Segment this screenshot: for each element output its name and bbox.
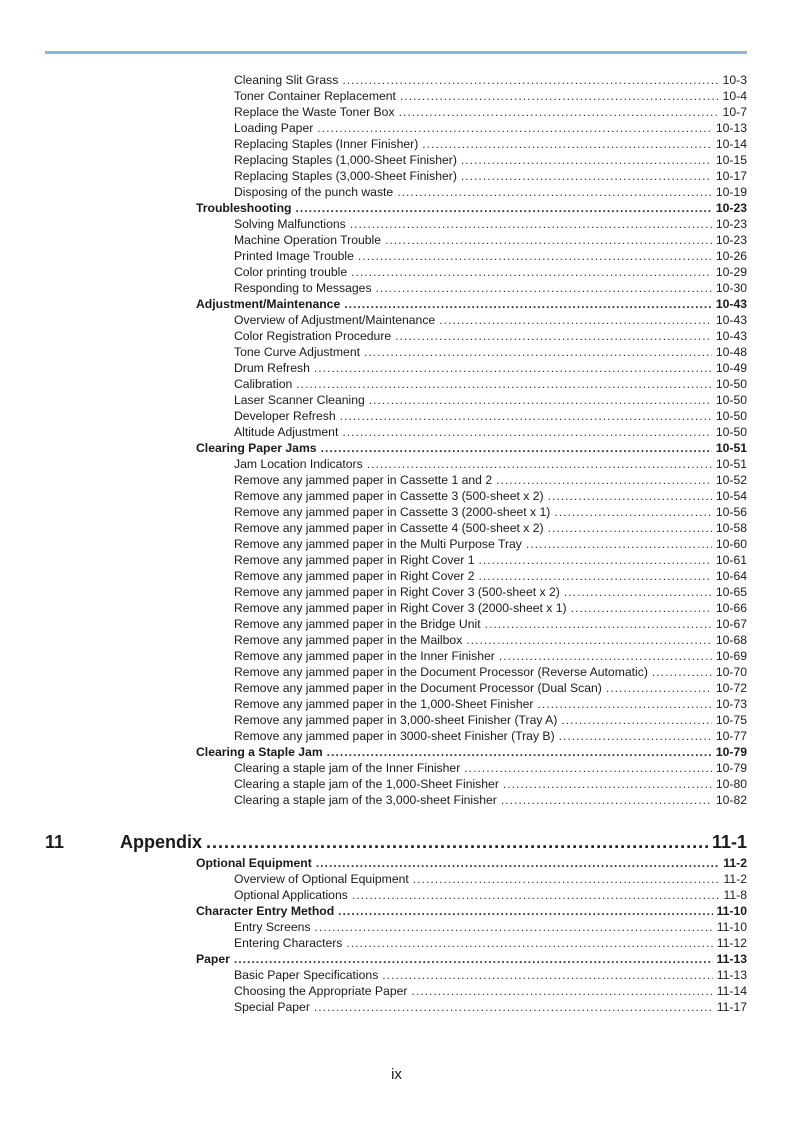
toc-entry-page: 10-69 [715, 649, 747, 663]
toc-entry[interactable] [196, 696, 747, 712]
toc-entry-label: Choosing the Appropriate Paper [234, 984, 408, 998]
toc-entry-label: Cleaning Slit Grass [234, 73, 339, 87]
toc-entry-page: 10-30 [715, 281, 747, 295]
toc-entry-label: Entry Screens [234, 920, 311, 934]
dot-leader [537, 696, 711, 712]
toc-entry[interactable] [196, 360, 747, 376]
toc-entry[interactable] [196, 264, 747, 280]
toc-entry-label: Paper [196, 952, 230, 966]
toc-entry[interactable] [196, 136, 747, 152]
toc-section-entry[interactable] [196, 296, 747, 312]
dot-leader [295, 200, 711, 216]
toc-entry-label: Clearing a staple jam of the Inner Finisher [234, 761, 461, 775]
toc-entry-label: Special Paper [234, 1000, 310, 1014]
dot-leader [478, 552, 711, 568]
header-rule [45, 51, 747, 54]
dot-leader [342, 72, 718, 88]
toc-section-entry[interactable] [196, 744, 747, 760]
toc-entry[interactable] [196, 680, 747, 696]
toc-entry-page: 10-80 [715, 777, 747, 791]
toc-entry[interactable] [196, 935, 747, 951]
toc-entry[interactable] [196, 232, 747, 248]
dot-leader [466, 632, 712, 648]
toc-entry[interactable] [196, 871, 747, 887]
chapter-title: Appendix [120, 832, 203, 852]
toc-entry-page: 10-43 [715, 297, 747, 311]
toc-entry-page: 10-4 [722, 89, 747, 103]
dot-leader [399, 104, 719, 120]
toc-entry-label: Remove any jammed paper in Right Cover 1 [234, 553, 475, 567]
toc-entry-label: Altitude Adjustment [234, 425, 339, 439]
dot-leader [548, 488, 712, 504]
toc-entry-page: 10-79 [715, 761, 747, 775]
toc-entry[interactable] [196, 72, 747, 88]
toc-entry-page: 10-43 [715, 313, 747, 327]
toc-entry-label: Replace the Waste Toner Box [234, 105, 395, 119]
toc-entry-page: 10-75 [715, 713, 747, 727]
toc-entry-label: Toner Container Replacement [234, 89, 396, 103]
dot-leader [478, 568, 711, 584]
toc-entry[interactable] [196, 472, 747, 488]
dot-leader [340, 408, 712, 424]
toc-entry[interactable] [196, 999, 747, 1015]
chapter-number: 11 [45, 832, 65, 852]
toc-entry[interactable] [196, 184, 747, 200]
toc-entry-label: Overview of Optional Equipment [234, 872, 409, 886]
toc-entry-label: Replacing Staples (Inner Finisher) [234, 137, 419, 151]
toc-section-entry[interactable] [196, 200, 747, 216]
toc-entry[interactable] [196, 312, 747, 328]
dot-leader [526, 536, 712, 552]
toc-entry-label: Remove any jammed paper in the Bridge Unit [234, 617, 481, 631]
dot-leader [346, 935, 712, 951]
page-number: ix [391, 1066, 402, 1083]
toc-entry-page: 10-56 [715, 505, 747, 519]
toc-entry[interactable] [196, 168, 747, 184]
dot-leader [652, 664, 712, 680]
toc-entry-label: Clearing Paper Jams [196, 441, 317, 455]
toc-entry-page: 10-51 [715, 441, 747, 455]
toc-entry[interactable] [196, 568, 747, 584]
toc-entry-page: 11-14 [716, 984, 747, 998]
dot-leader [342, 424, 711, 440]
toc-entry[interactable] [196, 104, 747, 120]
toc-entry-page: 11-2 [723, 872, 747, 886]
chapter-heading[interactable] [45, 830, 747, 854]
dot-leader [314, 999, 713, 1015]
toc-section-entry[interactable] [196, 440, 747, 456]
toc-entry[interactable] [196, 536, 747, 552]
toc-entry-page: 11-17 [716, 1000, 747, 1014]
toc-entry-label: Responding to Messages [234, 281, 372, 295]
toc-entry-page: 10-60 [715, 537, 747, 551]
toc-entry-label: Solving Malfunctions [234, 217, 346, 231]
toc-entry-label: Jam Location Indicators [234, 457, 363, 471]
toc-entry[interactable] [196, 408, 747, 424]
dot-leader [501, 792, 712, 808]
toc-entry[interactable] [196, 632, 747, 648]
toc-entry[interactable] [196, 712, 747, 728]
toc-entry-page: 10-17 [715, 169, 747, 183]
toc-entry-label: Remove any jammed paper in the Document Processor (Dual Scan) [234, 681, 602, 695]
chapter-page: 11-1 [711, 832, 747, 852]
toc-entry-label: Drum Refresh [234, 361, 310, 375]
toc-entry-label: Loading Paper [234, 121, 314, 135]
toc-entry-page: 10-68 [715, 633, 747, 647]
dot-leader [411, 983, 712, 999]
toc-entry-label: Replacing Staples (1,000-Sheet Finisher) [234, 153, 457, 167]
toc-entry[interactable] [196, 616, 747, 632]
toc-entry-page: 10-14 [715, 137, 747, 151]
dot-leader [364, 344, 712, 360]
toc-entry-label: Laser Scanner Cleaning [234, 393, 365, 407]
toc-entry[interactable] [196, 760, 747, 776]
toc-entry-label: Replacing Staples (3,000-Sheet Finisher) [234, 169, 457, 183]
dot-leader [367, 456, 712, 472]
dot-leader [385, 232, 712, 248]
dot-leader [571, 600, 712, 616]
toc-entry[interactable] [196, 664, 747, 680]
dot-leader [351, 264, 712, 280]
toc-entry[interactable] [196, 88, 747, 104]
toc-entry-label: Remove any jammed paper in the Inner Finisher [234, 649, 495, 663]
toc-section-entry[interactable] [196, 903, 747, 919]
toc-entry-page: 10-26 [715, 249, 747, 263]
dot-leader [496, 472, 712, 488]
toc-entry-page: 10-23 [715, 217, 747, 231]
toc-entry-page: 10-15 [715, 153, 747, 167]
dot-leader [352, 887, 720, 903]
toc-entry[interactable] [196, 248, 747, 264]
dot-leader [321, 440, 712, 456]
toc-entry-page: 10-73 [715, 697, 747, 711]
dot-leader [499, 648, 712, 664]
toc-entry-page: 10-7 [722, 105, 747, 119]
toc-entry-page: 10-72 [715, 681, 747, 695]
toc-entry[interactable] [196, 887, 747, 903]
toc-entry-page: 10-70 [715, 665, 747, 679]
toc-entry-label: Machine Operation Trouble [234, 233, 382, 247]
dot-leader [314, 360, 712, 376]
toc-entry-page: 10-43 [715, 329, 747, 343]
toc-entry-page: 10-19 [715, 185, 747, 199]
toc-entry-page: 10-50 [715, 425, 747, 439]
dot-leader [296, 376, 712, 392]
dot-leader [548, 520, 712, 536]
toc-entry[interactable] [196, 983, 747, 999]
toc-entry[interactable] [196, 280, 747, 296]
toc-entry[interactable] [196, 648, 747, 664]
toc-entry-label: Troubleshooting [196, 201, 292, 215]
toc-entry-label: Remove any jammed paper in Cassette 3 (2000-sheet x 1) [234, 505, 551, 519]
toc-entry-label: Remove any jammed paper in 3,000-sheet Finisher (Tray A) [234, 713, 558, 727]
toc-entry-page: 11-13 [716, 968, 747, 982]
toc-entry-page: 10-61 [715, 553, 747, 567]
toc-entry-page: 10-48 [715, 345, 747, 359]
dot-leader [327, 744, 712, 760]
toc-entry-label: Clearing a staple jam of the 3,000-sheet Finisher [234, 793, 497, 807]
dot-leader [559, 728, 712, 744]
toc-entry-label: Remove any jammed paper in Right Cover 2 [234, 569, 475, 583]
dot-leader [564, 584, 712, 600]
dot-leader [382, 967, 712, 983]
dot-leader [315, 919, 713, 935]
dot-leader [422, 136, 712, 152]
toc-entry-page: 10-54 [715, 489, 747, 503]
toc-entry-page: 10-52 [715, 473, 747, 487]
toc-entry[interactable] [196, 456, 747, 472]
toc-entry[interactable] [196, 552, 747, 568]
toc-entry-label: Overview of Adjustment/Maintenance [234, 313, 436, 327]
toc-entry-label: Optional Applications [234, 888, 348, 902]
toc-entry[interactable] [196, 216, 747, 232]
dot-leader [206, 830, 708, 854]
toc-entry-label: Remove any jammed paper in the Document Processor (Reverse Automatic) [234, 665, 648, 679]
toc-entry-label: Basic Paper Specifications [234, 968, 379, 982]
toc-entry-page: 11-10 [716, 904, 747, 918]
toc-entry[interactable] [196, 344, 747, 360]
dot-leader [400, 88, 719, 104]
dot-leader [395, 328, 712, 344]
toc-entry-label: Remove any jammed paper in the Multi Purpose Tray [234, 537, 522, 551]
dot-leader [461, 168, 712, 184]
toc-entry-page: 10-49 [715, 361, 747, 375]
toc-entry-label: Remove any jammed paper in 3000-sheet Finisher (Tray B) [234, 729, 555, 743]
toc-entry-label: Adjustment/Maintenance [196, 297, 341, 311]
toc-entry-page: 10-50 [715, 393, 747, 407]
dot-leader [316, 855, 719, 871]
dot-leader [317, 120, 712, 136]
toc-entry[interactable] [196, 488, 747, 504]
dot-leader [606, 680, 712, 696]
dot-leader [464, 760, 712, 776]
toc-entry-page: 11-12 [716, 936, 747, 950]
toc-section-continued [196, 72, 747, 808]
toc-entry[interactable] [196, 967, 747, 983]
toc-entry[interactable] [196, 376, 747, 392]
dot-leader [554, 504, 711, 520]
toc-entry-page: 10-51 [715, 457, 747, 471]
toc-entry[interactable] [196, 504, 747, 520]
toc-entry-page: 10-50 [715, 377, 747, 391]
toc-entry-label: Character Entry Method [196, 904, 335, 918]
dot-leader [338, 903, 712, 919]
toc-entry[interactable] [196, 328, 747, 344]
toc-entry-label: Clearing a Staple Jam [196, 745, 323, 759]
toc-entry-page: 10-13 [715, 121, 747, 135]
toc-entry-page: 10-23 [715, 201, 747, 215]
toc-entry-page: 11-13 [716, 952, 747, 966]
toc-entry-label: Remove any jammed paper in Right Cover 3 (2000-sheet x 1) [234, 601, 567, 615]
toc-entry-page: 10-23 [715, 233, 747, 247]
toc-entry-label: Remove any jammed paper in Right Cover 3 (500-sheet x 2) [234, 585, 560, 599]
dot-leader [376, 280, 712, 296]
dot-leader [413, 871, 720, 887]
toc-section-entry[interactable] [196, 855, 747, 871]
toc-entry-page: 10-64 [715, 569, 747, 583]
toc-entry[interactable] [196, 600, 747, 616]
toc-entry-page: 10-3 [722, 73, 747, 87]
toc-entry-page: 10-29 [715, 265, 747, 279]
toc-entry-label: Printed Image Trouble [234, 249, 354, 263]
toc-entry-label: Remove any jammed paper in the Mailbox [234, 633, 463, 647]
toc-entry[interactable] [196, 776, 747, 792]
toc-entry-label: Entering Characters [234, 936, 343, 950]
toc-entry-page: 10-77 [715, 729, 747, 743]
dot-leader [234, 951, 713, 967]
dot-leader [369, 392, 712, 408]
toc-entry-page: 10-66 [715, 601, 747, 615]
toc-entry[interactable] [196, 152, 747, 168]
toc-entry-label: Color Registration Procedure [234, 329, 392, 343]
dot-leader [485, 616, 712, 632]
dot-leader [350, 216, 712, 232]
toc-entry-label: Disposing of the punch waste [234, 185, 394, 199]
toc-entry-label: Remove any jammed paper in Cassette 1 and 2 [234, 473, 493, 487]
toc-entry-page: 10-50 [715, 409, 747, 423]
toc-entry-label: Remove any jammed paper in Cassette 3 (500-sheet x 2) [234, 489, 544, 503]
toc-entry-label: Developer Refresh [234, 409, 336, 423]
toc-entry-label: Calibration [234, 377, 293, 391]
toc-entry-label: Clearing a staple jam of the 1,000-Sheet Finisher [234, 777, 499, 791]
toc-entry[interactable] [196, 919, 747, 935]
dot-leader [344, 296, 712, 312]
toc-entry-label: Tone Curve Adjustment [234, 345, 361, 359]
dot-leader [561, 712, 711, 728]
toc-entry-page: 10-82 [715, 793, 747, 807]
toc-entry-label: Optional Equipment [196, 856, 312, 870]
toc-entry-page: 11-8 [723, 888, 747, 902]
toc-entry-page: 10-67 [715, 617, 747, 631]
toc-section-entry[interactable] [196, 951, 747, 967]
toc-entry[interactable] [196, 424, 747, 440]
dot-leader [439, 312, 712, 328]
toc-entry-page: 11-10 [716, 920, 747, 934]
dot-leader [461, 152, 712, 168]
toc-entry[interactable] [196, 392, 747, 408]
toc-entry-page: 11-2 [723, 856, 747, 870]
toc-entry-label: Remove any jammed paper in the 1,000-Sheet Finisher [234, 697, 534, 711]
toc-entry-page: 10-65 [715, 585, 747, 599]
dot-leader [358, 248, 712, 264]
toc-entry-page: 10-58 [715, 521, 747, 535]
toc-entry-label: Remove any jammed paper in Cassette 4 (500-sheet x 2) [234, 521, 544, 535]
toc-entry[interactable] [196, 728, 747, 744]
toc-entry[interactable] [196, 520, 747, 536]
dot-leader [503, 776, 712, 792]
toc-entry-page: 10-79 [715, 745, 747, 759]
toc-entry[interactable] [196, 584, 747, 600]
toc-entry-label: Color printing trouble [234, 265, 348, 279]
dot-leader [397, 184, 712, 200]
toc-entry[interactable] [196, 120, 747, 136]
toc-entry[interactable] [196, 792, 747, 808]
toc-section-appendix [196, 855, 747, 1015]
